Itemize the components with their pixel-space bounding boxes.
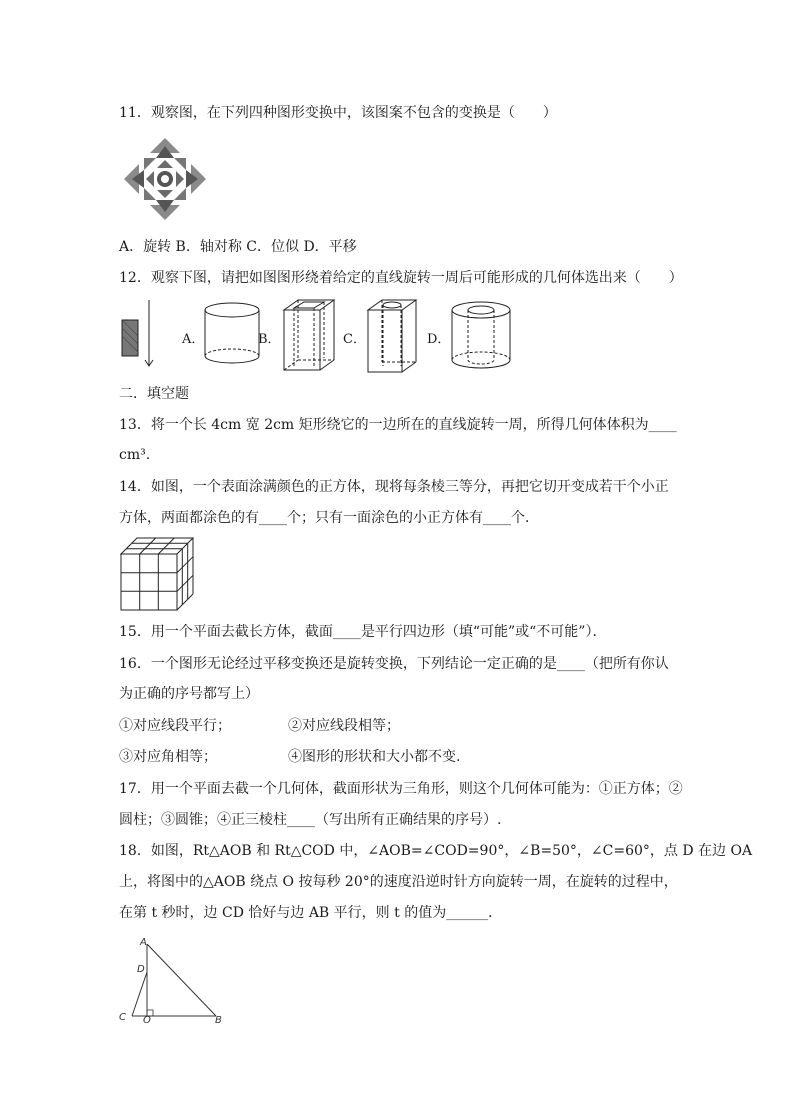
- q17-line2: 圆柱；③圆锥；④正三棱柱____（写出所有正确结果的序号）.: [119, 812, 502, 828]
- q18-point-d: D: [137, 964, 145, 975]
- q18-point-o: O: [143, 1015, 151, 1026]
- q11-text: 11．观察图，在下列四种图形变换中，该图案不包含的变换是（ ）: [119, 105, 557, 121]
- q12-hollow-cylinder-figure: [446, 298, 516, 372]
- q18-line1: 18．如图，Rt△AOB 和 Rt△COD 中，∠AOB=∠COD=90°，∠B=50°，∠C=60°，点 D 在边 OA: [119, 843, 753, 859]
- q18-line3: 在第 t 秒时，边 CD 恰好与边 AB 平行，则 t 的值为______．: [119, 905, 503, 921]
- q12-text: 12．观察下图，请把如图图形绕着给定的直线旋转一周后可能形成的几何体选出来（ ）: [119, 270, 683, 286]
- q15-text: 15．用一个平面去截长方体，截面____是平行四边形（填“可能”或“不可能”）．: [119, 624, 607, 640]
- q18-point-b: B: [215, 1015, 222, 1026]
- q12-prism-with-hole-figure: [362, 296, 420, 376]
- q13-line1: 13．将一个长 4cm 宽 2cm 矩形绕它的一边所在的直线旋转一周，所得几何体体积为____: [119, 417, 677, 433]
- q16-line1: 16．一个图形无论经过平移变换还是旋转变换，下列结论一定正确的是____（把所有你认: [119, 656, 669, 672]
- q18-triangles-figure: [116, 936, 226, 1026]
- q13-line2: cm³.: [119, 447, 151, 463]
- q16-option-1: ①对应线段平行；: [119, 718, 231, 734]
- q12-option-d-label: D．: [427, 332, 451, 347]
- q16-option-3: ③对应角相等；: [119, 749, 217, 765]
- q12-cylinder-figure: [200, 300, 264, 366]
- q16-option-2: ②对应线段相等；: [288, 718, 400, 734]
- q12-option-c-label: C．: [343, 332, 366, 347]
- q16-line2: 为正确的序号都写上）: [119, 686, 259, 702]
- q18-point-a: A: [140, 937, 147, 948]
- q14-cube-figure: [119, 536, 197, 612]
- q18-line2: 上，将图中的△AOB 绕点 O 按每秒 20°的速度沿逆时针方向旋转一周，在旋转的过程中，: [119, 874, 678, 890]
- q14-line2: 方体，两面都涂色的有____个；只有一面涂色的小正方体有____个．: [119, 510, 539, 526]
- q17-line1: 17．用一个平面去截一个几何体，截面形状为三角形，则这个几何体可能为：①正方体；②: [119, 781, 683, 797]
- q12-hollow-prism-figure: [278, 296, 338, 374]
- section-heading: 二．填空题: [119, 386, 189, 402]
- q16-option-4: ④图形的形状和大小都不变.: [288, 749, 461, 765]
- q11-pattern-figure: [122, 136, 208, 222]
- q12-option-a-label: A．: [182, 332, 205, 347]
- q11-options: A．旋转 B．轴对称 C．位似 D．平移: [119, 239, 357, 255]
- q12-option-b-label: B．: [258, 332, 281, 347]
- q18-point-c: C: [119, 1012, 126, 1023]
- q14-line1: 14．如图，一个表面涂满颜色的正方体，现将每条棱三等分，再把它切开变成若干个小正: [119, 479, 669, 495]
- q12-rectangle-axis-figure: [118, 298, 160, 370]
